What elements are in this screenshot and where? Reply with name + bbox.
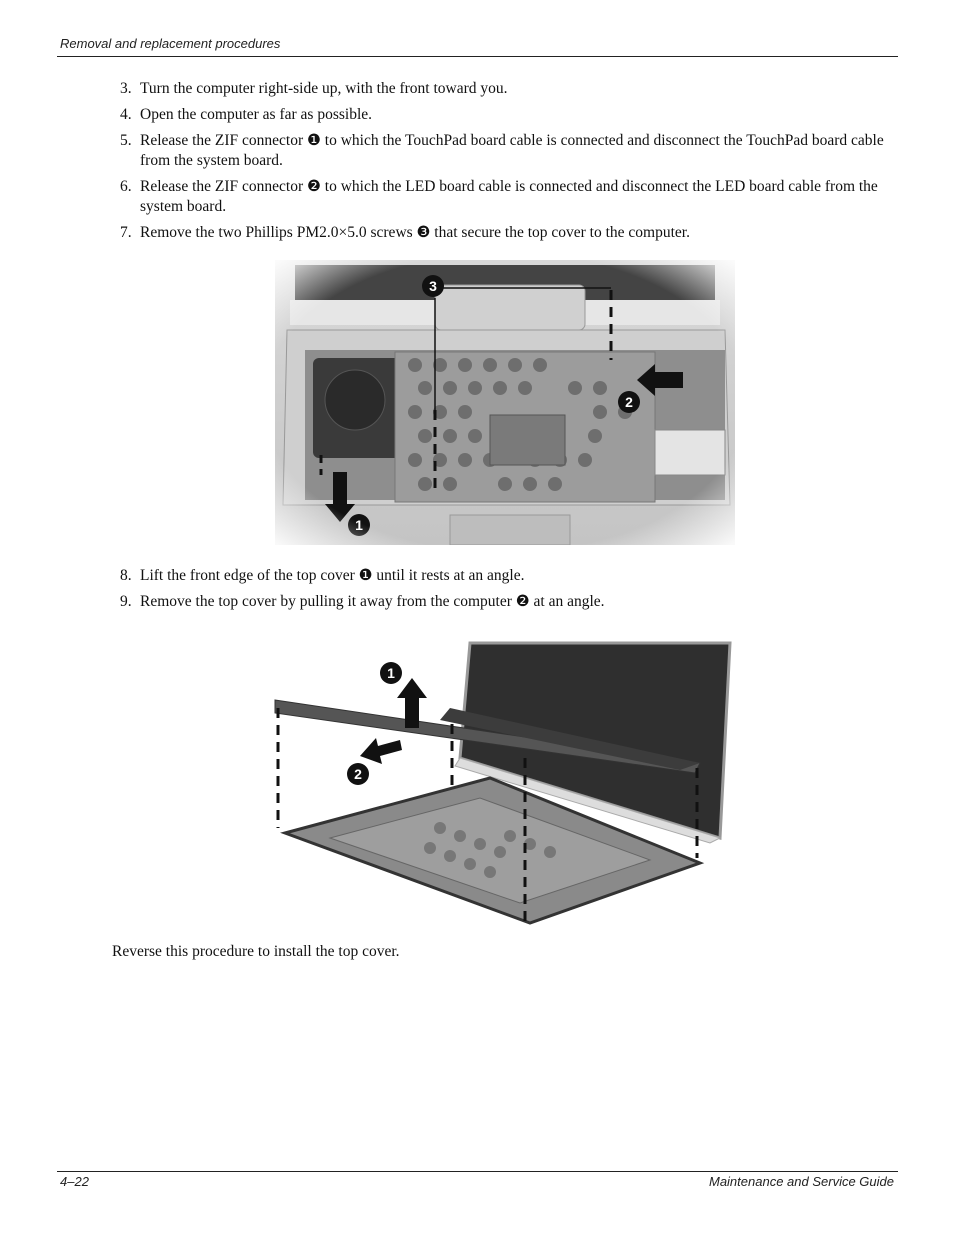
step-number: 5. xyxy=(120,132,132,149)
step-text: Remove the two Phillips PM2.0×5.0 screws ❸ that secure the top cover to the computer. xyxy=(140,224,690,241)
step-text: Release the ZIF connector ❶ to which the TouchPad board cable is connected and disconnect the TouchPad board cable from the system board. xyxy=(140,132,884,169)
guide-title: Maintenance and Service Guide xyxy=(708,1174,894,1189)
header-rule xyxy=(57,56,898,57)
callout-2-label: 2 xyxy=(354,766,362,782)
figure-remove-top-cover xyxy=(260,638,740,928)
step-number: 9. xyxy=(120,593,132,610)
step-8 xyxy=(120,566,900,586)
step-number: 3. xyxy=(120,80,132,97)
footer-rule xyxy=(57,1171,898,1172)
figure-top-cover-connectors xyxy=(275,260,735,545)
callout-1-label: 1 xyxy=(387,665,395,681)
step-7 xyxy=(120,223,900,243)
callout-2-arrow xyxy=(360,738,402,764)
running-header: Removal and replacement procedures xyxy=(60,36,281,51)
steps-list-top xyxy=(120,79,900,249)
step-text: Lift the front edge of the top cover ❶ until it rests at an angle. xyxy=(140,567,525,584)
step-number: 7. xyxy=(120,224,132,241)
closing-instruction: Reverse this procedure to install the top cover. xyxy=(112,943,400,960)
step-5 xyxy=(120,131,900,171)
step-6 xyxy=(120,177,900,217)
steps-list-mid xyxy=(120,566,900,618)
step-9 xyxy=(120,592,900,612)
step-text: Remove the top cover by pulling it away from the computer ❷ at an angle. xyxy=(140,593,605,610)
step-number: 6. xyxy=(120,178,132,195)
page-number: 4–22 xyxy=(60,1174,89,1189)
step-3 xyxy=(120,79,900,99)
step-text: Release the ZIF connector ❷ to which the LED board cable is connected and disconnect the LED board cable from the system board. xyxy=(140,178,878,215)
step-text: Open the computer as far as possible. xyxy=(140,106,373,123)
step-number: 4. xyxy=(120,106,132,123)
step-number: 8. xyxy=(120,567,132,584)
step-4 xyxy=(120,105,900,125)
step-text: Turn the computer right-side up, with the front toward you. xyxy=(140,80,508,97)
